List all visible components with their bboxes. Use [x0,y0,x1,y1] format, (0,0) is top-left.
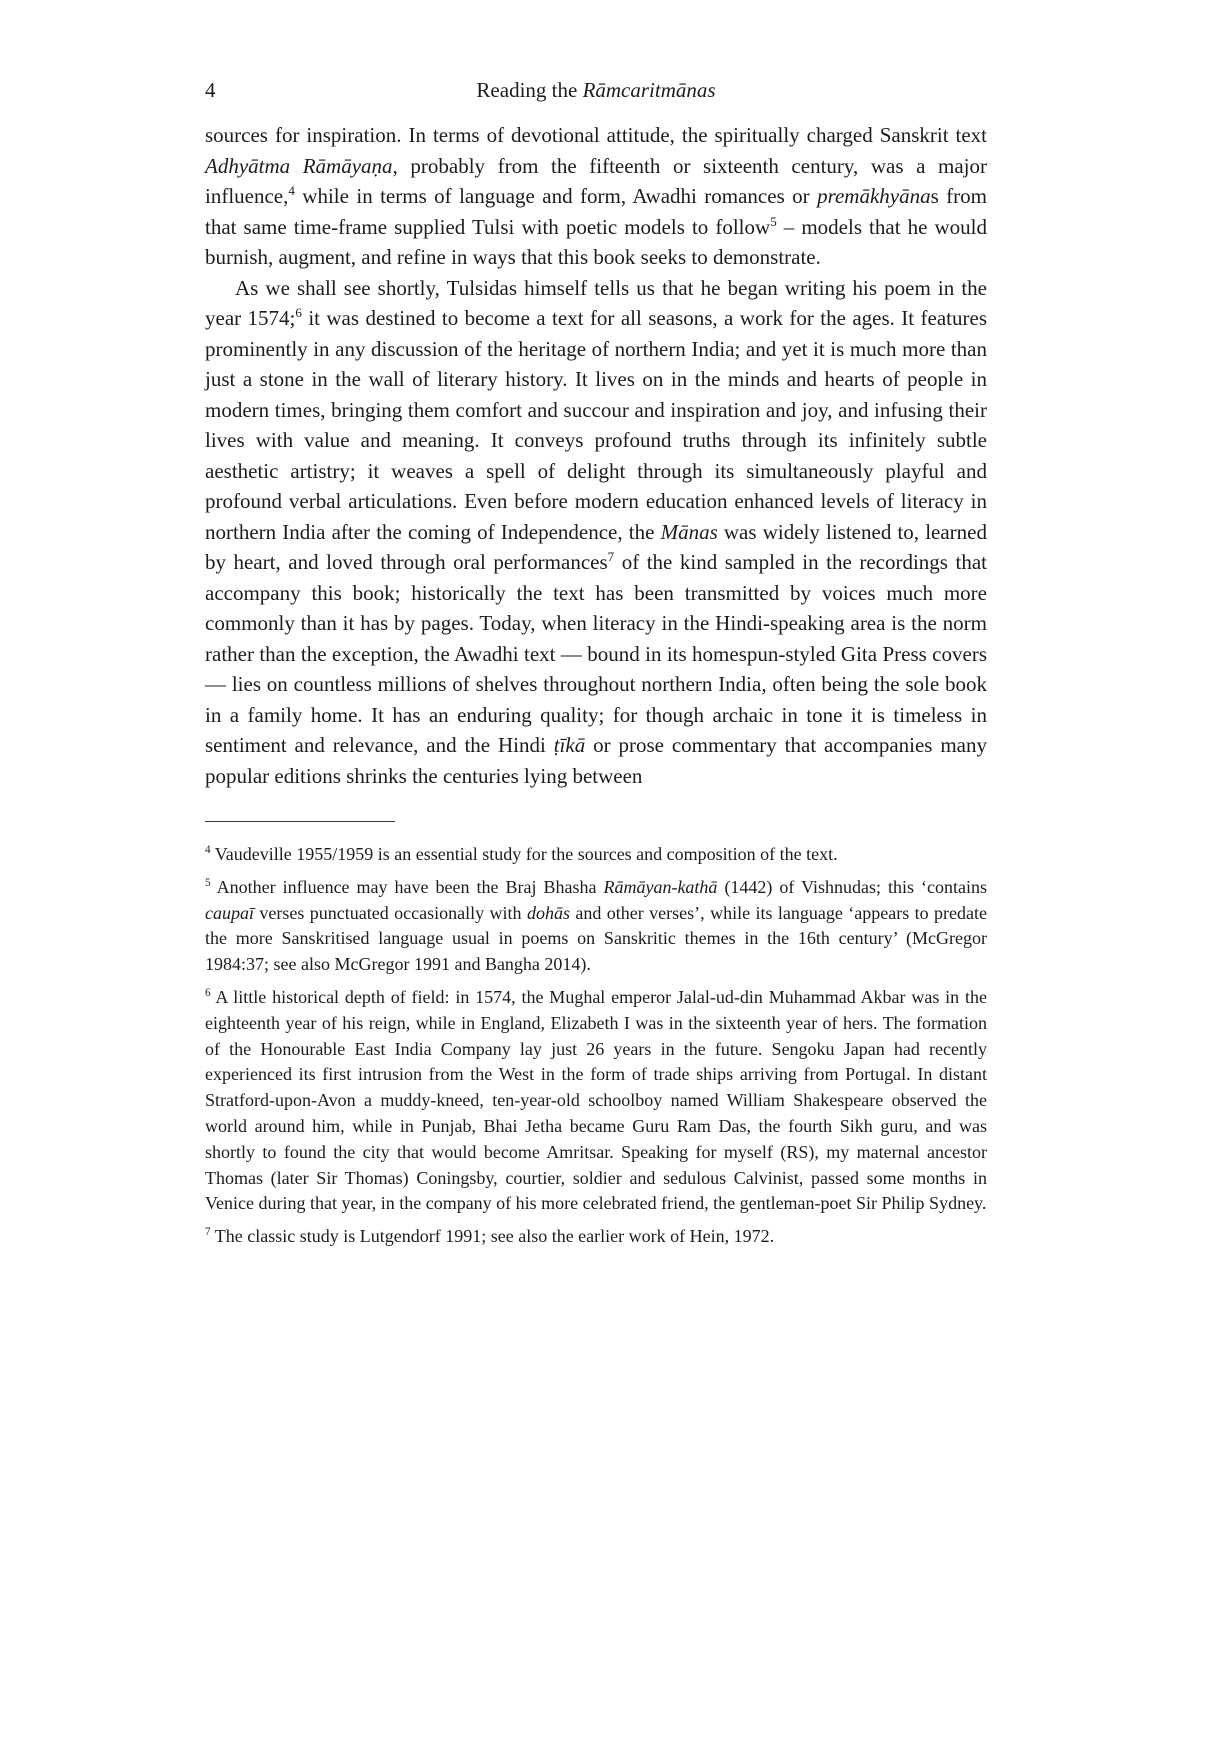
body-paragraph-1: sources for inspiration. In terms of devotional attitude, the spiritually charged Sanskrit text Adhyātma Rāmāyaṇa, probably from the fifteenth or sixteenth century, was a major influence,$^4$ while in terms of language and form, Awadhi romances or premākhyānas from that same time-frame supplied Tulsi with poetic models to follow$^5$ – models that he would burnish, augment, and refine in ways that this book seeks to demonstrate. [205,123,987,269]
page-number: 4 [205,78,216,102]
text-block [205,76,987,1257]
page-header [205,76,987,104]
footnote-4 [205,842,987,868]
footnote-separator [205,821,395,822]
footnote-number: 5 [205,876,211,889]
footnote-text: The classic study is Lutgendorf 1991; see also the earlier work of Hein, 1972. [214,1226,775,1247]
footnote-text: Another influence may have been the Braj Bhasha Rāmāyan-kathā (1442) of Vishnudas; this ‘contains caupaī verses punctuated occasionally with dohās and other verses’, while its language ‘appears to predate the more Sanskritised language usual in poems on Sanskritic themes in the 16th century’ (McGregor 1984:37; see also McGregor 1991 and Bangha 2014). [205,876,988,975]
footnotes [205,842,987,1250]
running-title: Reading the Rāmcaritmānas [476,78,716,102]
footnote-6 [205,985,987,1217]
body-text [205,120,987,791]
footnote-number: 4 [205,844,211,856]
footnote-number: 7 [205,1226,211,1239]
footnote-text: A little historical depth of field: in 1574, the Mughal emperor Jalal-ud-din Muhammad Akbar was in the eighteenth year of his reign, while in England, Elizabeth I was in the sixteenth year of hers. The formation of the Honourable East India Company lay just 26 years in the future. Sengoku Japan had recently experienced its first intrusion from the West in the form of trade ships arriving from Portugal. In distant Stratford-upon-Avon a muddy-kneed, ten-year-old schoolboy named William Shakespeare observed the world around him, while in Punjab, Bhai Jetha became Guru Ram Das, the fourth Sikh guru, and was shortly to found the city that would become Amritsar. Speaking for myself (RS), my maternal ancestor Thomas (later Sir Thomas) Coningsby, courtier, soldier and sedulous Calvinist, passed some months in Venice during that year, in the company of his more celebrated friend, the gentleman-poet Sir Philip Sydney. [205,986,987,1214]
footnote-number: 6 [205,986,211,999]
body-paragraph-2: As we shall see shortly, Tulsidas himself tells us that he began writing his poem in the year 1574;$^6$ it was destined to become a text for all seasons, a work for the ages. It features prominently in any discussion of the heritage of northern India; and yet it is much more than just a stone in the wall of literary history. It lives on in the minds and hearts of people in modern times, bringing them comfort and succour and inspiration and joy, and infusing their lives with value and meaning. It conveys profound truths through its infinitely subtle aesthetic artistry; it weaves a spell of delight through its simultaneously playful and profound verbal articulations. Even before modern education enhanced levels of literacy in northern India after the coming of Independence, the Mānas was widely listened to, learned by heart, and loved through oral performances$^7$ of the kind sampled in the recordings that accompany this book; historically the text has been transmitted by voices much more commonly than it has by pages. Today, when literacy in the Hindi-speaking area is the norm rather than the exception, the Awadhi text — bound in its homespun-styled Gita Press covers — lies on countless millions of shelves throughout northern India, often being the sole book in a family home. It has an enduring quality; for though archaic in tone it is timeless in sentiment and relevance, and the Hindi ṭīkā or prose commentary that accompanies many popular editions shrinks the centuries lying between [205,275,987,788]
footnote-7 [205,1224,987,1250]
footnote-5 [205,875,987,978]
footnote-text: Vaudeville 1955/1959 is an essential study for the sources and composition of the text. [214,844,838,864]
